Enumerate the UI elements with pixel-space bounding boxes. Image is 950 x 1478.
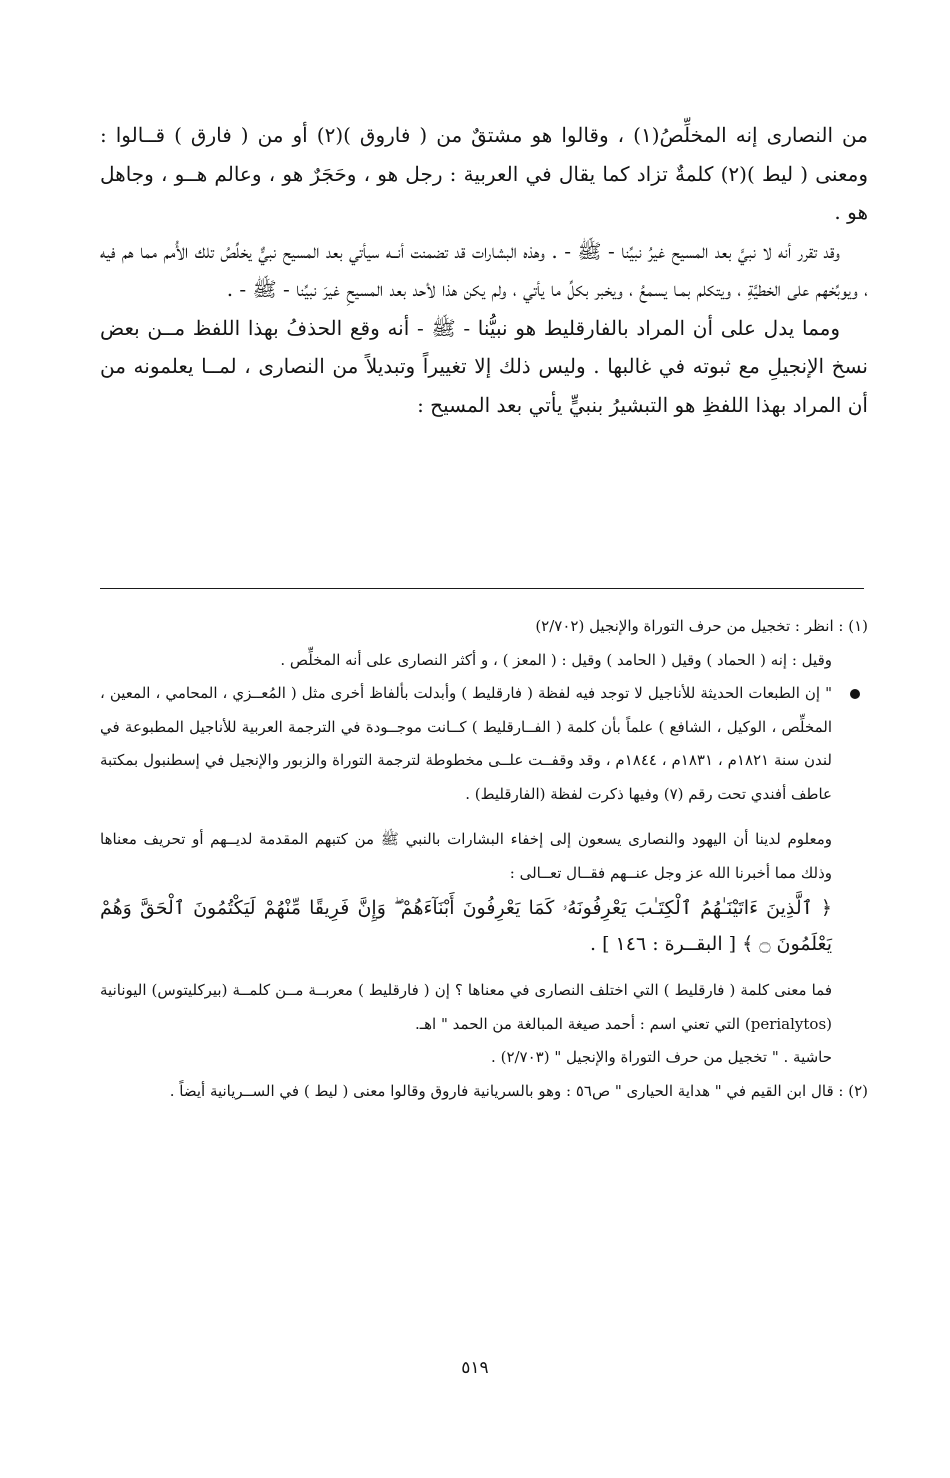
quran-verse — [100, 890, 868, 962]
footnote-1: (١) : انظر : تخجيل من حرف التوراة والإنجيل (٢/٧٠٢) — [535, 617, 868, 635]
quran-verse-text: ﴿ ٱلَّذِينَ ءَاتَيْنَـٰهُمُ ٱلْكِتَـٰبَ يَعْرِفُونَهُۥ كَمَا يَعْرِفُونَ أَبْنَآءَهُمْ ۖ وَإِنَّ فَرِيقًا مِّنْهُمْ لَيَكْتُمُونَ ٱلْحَقَّ وَهُمْ يَعْلَمُونَ ۝ ﴾ — [100, 897, 832, 955]
footnotes — [100, 610, 868, 1108]
bullet-dot-icon — [850, 689, 860, 699]
quran-reference: [ البقــرة : ١٤٦ ] . — [590, 933, 737, 955]
page-number: ٥١٩ — [461, 1358, 489, 1378]
footnote-2: (٢) : قال ابن القيم في " هداية الحيارى " ص٥٦ : وهو بالسريانية فاروق وقالوا معنى ( ليط ) في الســريانية أيضاً . — [169, 1081, 868, 1100]
footnote-meaning-text: فما معنى كلمة ( فارقليط ) التي اختلف النصارى في معناها ؟ إن ( فارقليط ) معربــة مــن كلمــة (بيركليتوس) اليونانية (perialytos) التي تعني اسم : أحمد صيغة المبالغة من الحمد " اهـ. — [100, 981, 832, 1033]
paragraph-2: وقد تقرر أنه لا نبيَّ بعد المسيح غيرُ نبيِّنا - ﷺ - . وهذه البشارات قد تضمنت أنــه سيأتي بعد المسيح نبيٌّ يخلِّصُ تلك الأُمم مما هم فيه ، ويوبِّخهم على الخطيَّةِ ، ويتكلم بمـا يسمعُ ، ويخبر بكلِّ ما يأتي ، ولم يكن هذا لأحد بعد المسيحِ غيرَ نبيِّنا - ﷺ - . — [100, 238, 868, 301]
main-text — [100, 116, 868, 424]
footnote-known-text: ومعلوم لدينا أن اليهود والنصارى يسعون إلى إخفاء البشارات بالنبي ﷺ من كتبهم المقدمة لديــهم أو تحريف معناها وذلك مما أخبرنا الله عز وجل عنــهم فقــال تعــالى : — [100, 830, 832, 882]
footnote-bullet-text: " إن الطبعات الحديثة للأناجيل لا توجد فيه لفظة ( فارقليط ) وأبدلت بألفاظ أخرى مثل ( المُعــزي ، المحامي ، المعين ، المخلِّص ، الوكيل ، الشافع ) علماً بأن كلمة ( الفــارقليط ) كــانت موجــودة في الترجمة العربية للأناجيل المطبوعة في لندن سنة ١٨٢١م ، ١٨٣١م ، ١٨٤٤م ، وقد وقفــت علــى مخطوطة لترجمة التوراة والزبور والإنجيل في إسطنبول بمكتبة عاطف أفندي تحت رقم (٧) وفيها ذكرت لفظة (الفارقليط) . — [100, 684, 832, 803]
footnote-hashia: حاشية . " تخجيل من حرف التوراة والإنجيل " (٢/٧٠٣) . — [491, 1048, 832, 1066]
footnote-bullet-item — [100, 677, 868, 811]
paragraph-3: ومما يدل على أن المراد بالفارقليط هو نبيُّنا - ﷺ - أنه وقع الحذفُ بهذا اللفظ مــن بعض نسخ الإنجيلِ مع ثبوته في غالبها . وليس ذلك إلا تغييراً وتبديلاً من النصارى ، لمــا يعلمونه من أن المراد بهذا اللفظِ هو التبشيرُ بنبيٍّ يأتي بعد المسيح : — [100, 315, 868, 417]
footnote-divider — [100, 588, 864, 589]
paragraph-1: من النصارى إنه المخلِّصُ(١) ، وقالوا هو مشتقٌ من ( فاروق )(٢) أو من ( فارق ) قــالوا : ومعنى ( ليط )(٢) كلمةٌ تزاد كما يقال في العربية : رجل هو ، وحَجَرٌ هو ، وعالم هــو ، وجاهل هو . — [100, 123, 868, 224]
footnote-1-note: وقيل : إنه ( الحماد ) وقيل ( الحامد ) وقيل : ( المعز ) ، و أكثر النصارى على أنه المخلِّص . — [280, 650, 832, 669]
